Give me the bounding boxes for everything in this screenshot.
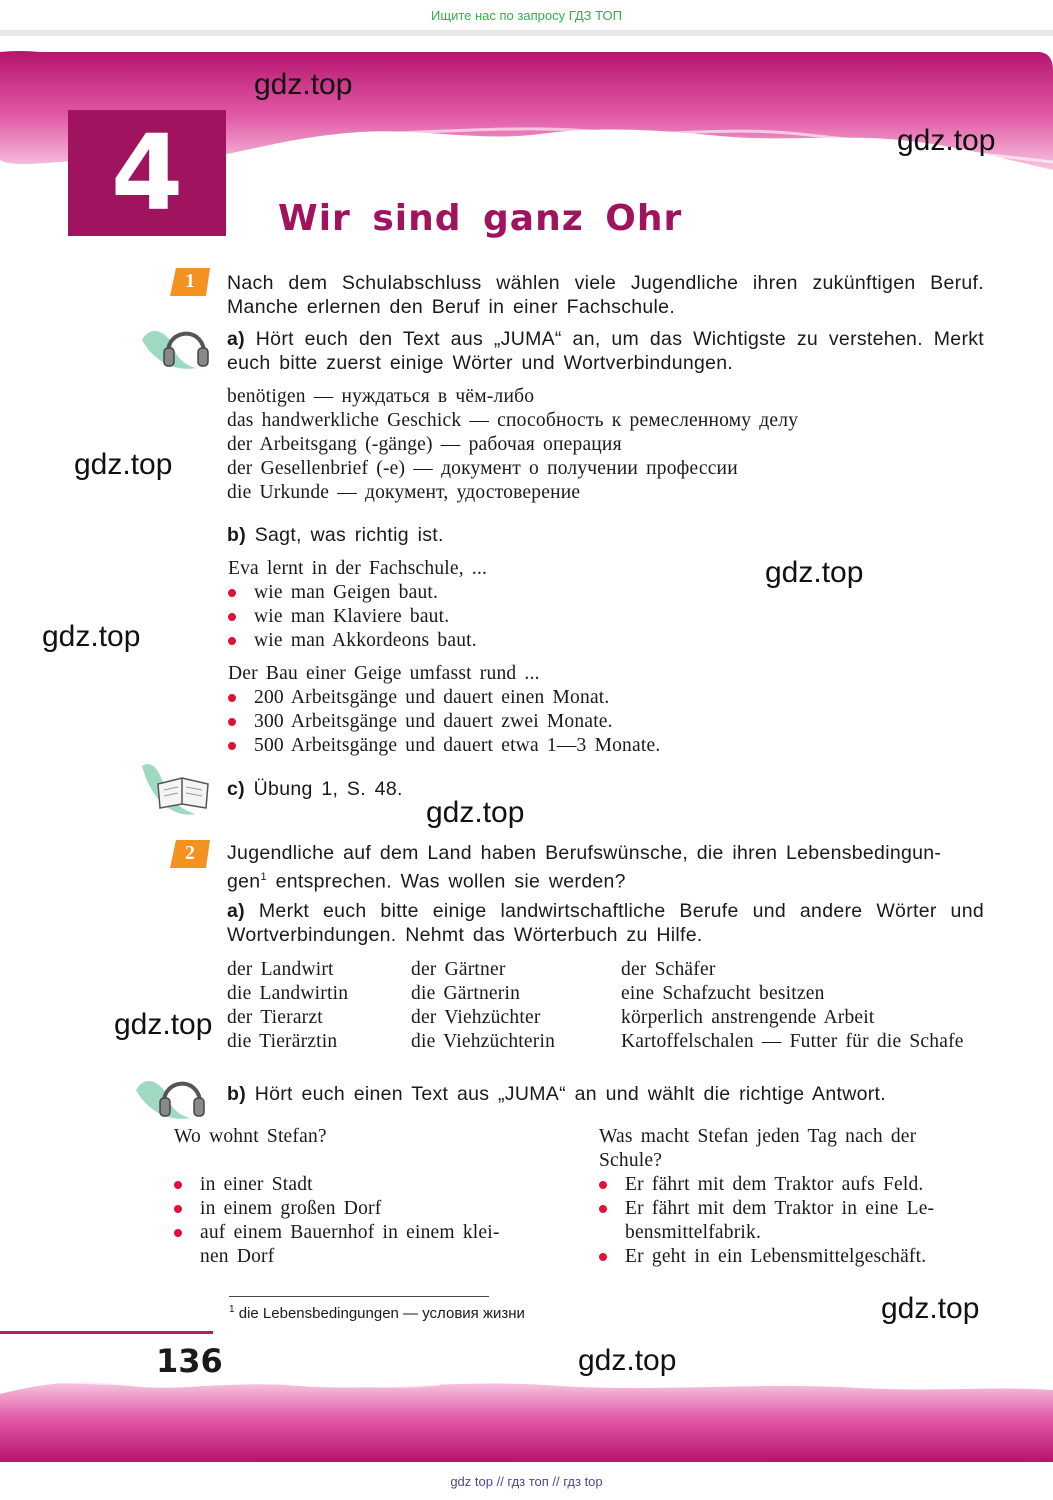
task-2-intro-line1: Jugendliche auf dem Land haben Berufswünsche, die ihren Lebensbedingun- bbox=[227, 842, 942, 864]
vocab-item: die Tierärztin bbox=[227, 1031, 338, 1052]
task-1b-label: b) bbox=[227, 524, 247, 546]
question: Eva lernt in der Fachschule, ... bbox=[228, 558, 488, 579]
vocab-item: der Gärtner bbox=[411, 959, 506, 980]
option: in einer Stadt bbox=[174, 1173, 536, 1197]
watermark: gdz.top bbox=[426, 796, 525, 829]
page-number: 136 bbox=[156, 1342, 223, 1380]
bullet-icon bbox=[228, 589, 236, 597]
bullet-icon bbox=[599, 1205, 607, 1213]
task-2-intro bbox=[227, 841, 987, 894]
footnote-text: die Lebensbedingungen — условия жизни bbox=[238, 1305, 525, 1322]
vocab-column-3 bbox=[621, 958, 964, 1054]
bullet-icon bbox=[228, 718, 236, 726]
vocab-item: der Landwirt bbox=[227, 959, 334, 980]
task-2b bbox=[227, 1082, 984, 1106]
task-2a-text: Merkt euch bitte einige landwirtschaftliche Berufe und andere Wörter und Wortverbindungen. Nehmt das Wörterbuch zu Hilfe. bbox=[227, 900, 984, 946]
vocab-item: die Landwirtin bbox=[227, 983, 349, 1004]
unit-title: Wir sind ganz Ohr bbox=[278, 198, 683, 239]
headphones-icon bbox=[140, 312, 216, 372]
bullet-icon bbox=[599, 1253, 607, 1261]
bullet-icon bbox=[174, 1229, 182, 1237]
task-2-number: 2 bbox=[185, 842, 195, 864]
option: Er geht in ein Lebensmittelgeschäft. bbox=[599, 1245, 984, 1269]
task-1-vocab bbox=[227, 385, 967, 505]
footnote-mark: 1 bbox=[260, 871, 267, 883]
vocab-item: der Arbeitsgang (-gänge) — рабочая операция bbox=[227, 434, 622, 455]
watermark: gdz.top bbox=[881, 1292, 980, 1325]
top-note: Ищите нас по запросу ГДЗ ТОП bbox=[431, 8, 622, 23]
task-2b-right bbox=[599, 1125, 984, 1269]
page-number-rule bbox=[0, 1331, 213, 1334]
vocab-item: benötigen — нуждаться в чём-либо bbox=[227, 386, 535, 407]
watermark: gdz.top bbox=[578, 1344, 677, 1377]
book-icon bbox=[140, 758, 216, 818]
task-1b bbox=[227, 523, 444, 547]
question: Wo wohnt Stefan? bbox=[174, 1126, 327, 1147]
task-1b-q2 bbox=[228, 662, 928, 758]
bullet-icon bbox=[228, 742, 236, 750]
option: wie man Geigen baut. bbox=[228, 581, 828, 605]
task-2a-label: a) bbox=[227, 900, 245, 922]
task-1-badge bbox=[168, 266, 212, 303]
unit-number-box: 4 bbox=[68, 110, 226, 236]
task-1b-text: Sagt, was richtig ist. bbox=[254, 524, 444, 546]
footnote-divider bbox=[229, 1296, 489, 1297]
task-1c-text: Übung 1, S. 48. bbox=[253, 778, 403, 800]
option: Er fährt mit dem Traktor in eine Le- bensmittelfabrik. bbox=[599, 1197, 984, 1245]
footnote bbox=[229, 1304, 525, 1322]
vocab-item: eine Schafzucht besitzen bbox=[621, 983, 825, 1004]
watermark: gdz.top bbox=[897, 124, 996, 157]
vocab-item: die Viehzüchterin bbox=[411, 1031, 556, 1052]
option: wie man Klaviere baut. bbox=[228, 605, 828, 629]
vocab-item: der Viehzüchter bbox=[411, 1007, 541, 1028]
option: auf einem Bauernhof in einem klei- nen Dorf bbox=[174, 1221, 536, 1269]
vocab-item: das handwerkliche Geschick — способность к ремесленному делу bbox=[227, 410, 799, 431]
task-1-intro: Nach dem Schulabschluss wählen viele Jugendliche ihren zukünftigen Beruf. Manche erlernen den Beruf in einer Fachschule. bbox=[227, 272, 984, 318]
task-1a-text: Hört euch den Text aus „JUMA“ an, um das Wichtigste zu verstehen. Merkt euch bitte zuerst einige Wörter und Wortverbindungen. bbox=[227, 328, 985, 374]
option: 300 Arbeitsgänge und dauert zwei Monate. bbox=[228, 710, 928, 734]
headphones-icon bbox=[134, 1062, 210, 1122]
vocab-item: der Tierarzt bbox=[227, 1007, 323, 1028]
task-1a-label: a) bbox=[227, 328, 245, 350]
task-1c bbox=[227, 777, 403, 801]
watermark: gdz.top bbox=[42, 620, 141, 653]
bullet-icon bbox=[228, 613, 236, 621]
watermark: gdz.top bbox=[74, 448, 173, 481]
bullet-icon bbox=[174, 1181, 182, 1189]
bullet-icon bbox=[174, 1205, 182, 1213]
bullet-icon bbox=[599, 1181, 607, 1189]
vocab-column-1 bbox=[227, 958, 348, 1054]
watermark: gdz.top bbox=[765, 556, 864, 589]
bullet-icon bbox=[228, 694, 236, 702]
watermark: gdz.top bbox=[254, 68, 353, 101]
option: wie man Akkordeons baut. bbox=[228, 629, 828, 653]
option: Er fährt mit dem Traktor aufs Feld. bbox=[599, 1173, 984, 1197]
task-2b-text: Hört euch einen Text aus „JUMA“ an und wählt die richtige Antwort. bbox=[254, 1083, 886, 1105]
vocab-item: die Urkunde — документ, удостоверение bbox=[227, 482, 581, 503]
task-2a bbox=[227, 899, 984, 947]
option: 200 Arbeitsgänge und dauert einen Monat. bbox=[228, 686, 928, 710]
bottom-note: gdz top // гдз топ // гдз top bbox=[450, 1474, 603, 1489]
vocab-item: der Gesellenbrief (-e) — документ о получении профессии bbox=[227, 458, 738, 479]
vocab-item: der Schäfer bbox=[621, 959, 716, 980]
footnote-mark: 1 bbox=[229, 1304, 235, 1315]
question: Der Bau einer Geige umfasst rund ... bbox=[228, 663, 540, 684]
vocab-item: die Gärtnerin bbox=[411, 983, 521, 1004]
vocab-column-2 bbox=[411, 958, 555, 1054]
task-1-number: 1 bbox=[185, 270, 195, 292]
bullet-icon bbox=[228, 637, 236, 645]
task-1a bbox=[227, 327, 984, 375]
task-2b-left bbox=[174, 1125, 536, 1269]
vocab-item: Kartoffelschalen — Futter für die Schafe bbox=[621, 1031, 964, 1052]
option: 500 Arbeitsgänge und dauert etwa 1—3 Monate. bbox=[228, 734, 928, 758]
watermark: gdz.top bbox=[114, 1008, 213, 1041]
task-1c-label: c) bbox=[227, 778, 245, 800]
task-2b-label: b) bbox=[227, 1083, 247, 1105]
task-2-intro-line2: gen$^1$ entsprechen. Was wollen sie werden? bbox=[227, 870, 626, 893]
option: in einem großen Dorf bbox=[174, 1197, 536, 1221]
task-1b-q1 bbox=[228, 557, 828, 653]
task-2-badge bbox=[168, 838, 212, 875]
question: Was macht Stefan jeden Tag nach der Schule? bbox=[599, 1126, 917, 1171]
vocab-item: körperlich anstrengende Arbeit bbox=[621, 1007, 875, 1028]
